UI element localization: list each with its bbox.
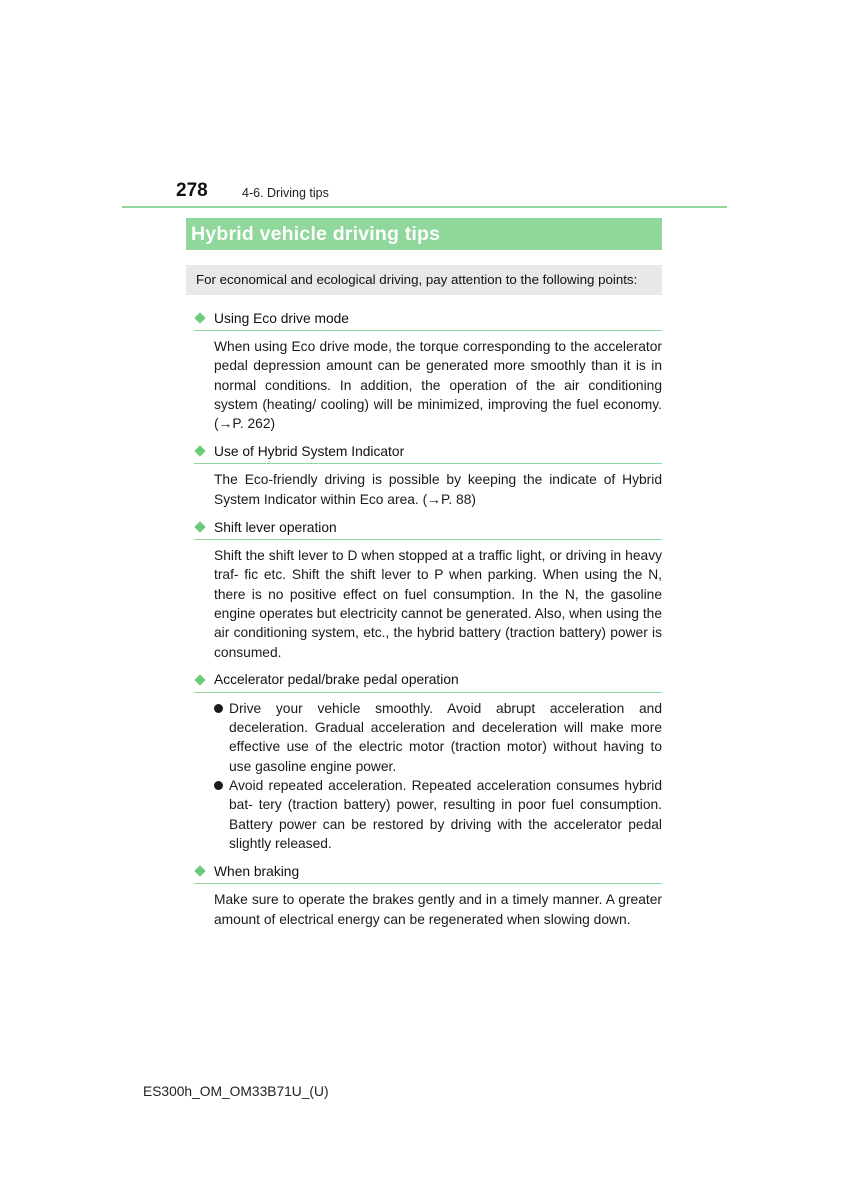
list-item [214, 699, 662, 776]
section-title: Using Eco drive mode [214, 310, 349, 326]
section-hybrid-indicator [194, 439, 662, 509]
section-text: The Eco-friendly driving is possible by keeping the indicate of Hybrid System Indicator within Eco area. (→P. 88) [214, 472, 662, 507]
section-title: Use of Hybrid System Indicator [214, 443, 405, 459]
section-header [194, 859, 662, 884]
section-text: Make sure to operate the brakes gently and in a timely manner. A greater amount of electrical energy can be regenerated when slowing down. [214, 892, 662, 927]
bullet-icon [214, 781, 223, 790]
chapter-heading: 4-6. Driving tips [242, 186, 329, 200]
page-title: Hybrid vehicle driving tips [191, 223, 441, 245]
diamond-icon [194, 312, 205, 323]
section-header [194, 515, 662, 540]
section-header [194, 306, 662, 331]
diamond-icon [194, 446, 205, 457]
section-title: Accelerator pedal/brake pedal operation [214, 672, 459, 688]
section-title: When braking [214, 863, 300, 879]
bullet-list [214, 699, 662, 853]
header-rule [122, 206, 727, 208]
section-eco-drive [194, 306, 662, 433]
bullet-text: Drive your vehicle smoothly. Avoid abrupt acceleration and deceleration. Gradual acceleration and deceleration will make more effective use of the electric motor (traction motor) without having to use gasoline engine power. [229, 700, 662, 774]
section-title: Shift lever operation [214, 519, 337, 535]
section-text: Shift the shift lever to D when stopped at a traffic light, or driving in heavy traf- fic etc. Shift the shift lever to P when parking. When using the N, there is no positive effect on fuel consumption. In the N, the gasoline engine operates but electricity cannot be generated. Also, when using the air conditioning system, etc., the hybrid battery (traction battery) power is consumed. [214, 548, 662, 660]
bullet-icon [214, 704, 223, 713]
section-text: When using Eco drive mode, the torque corresponding to the accelerator pedal depression amount can be generated more smoothly than it is in normal conditions. In addition, the operation of the air conditioning system (heating/ cooling) will be minimized, improving the fuel economy. (→P. 262) [214, 339, 662, 432]
content [194, 306, 662, 935]
intro-box [186, 265, 662, 295]
section-header [194, 668, 662, 693]
footer-code: ES300h_OM_OM33B71U_(U) [143, 1084, 329, 1099]
section-shift-lever [194, 515, 662, 662]
list-item [214, 776, 662, 853]
diamond-icon [194, 674, 205, 685]
page-number: 278 [176, 180, 208, 201]
section-header [194, 439, 662, 464]
section-pedal-operation [194, 668, 662, 853]
intro-text: For economical and ecological driving, pay attention to the following points: [196, 272, 638, 287]
diamond-icon [194, 866, 205, 877]
section-braking [194, 859, 662, 929]
diamond-icon [194, 521, 205, 532]
bullet-text: Avoid repeated acceleration. Repeated acceleration consumes hybrid bat- tery (traction battery) power, resulting in poor fuel consumption. Battery power can be restored by driving with the accelerator pedal slightly released. [229, 778, 662, 851]
title-bar [186, 218, 662, 250]
